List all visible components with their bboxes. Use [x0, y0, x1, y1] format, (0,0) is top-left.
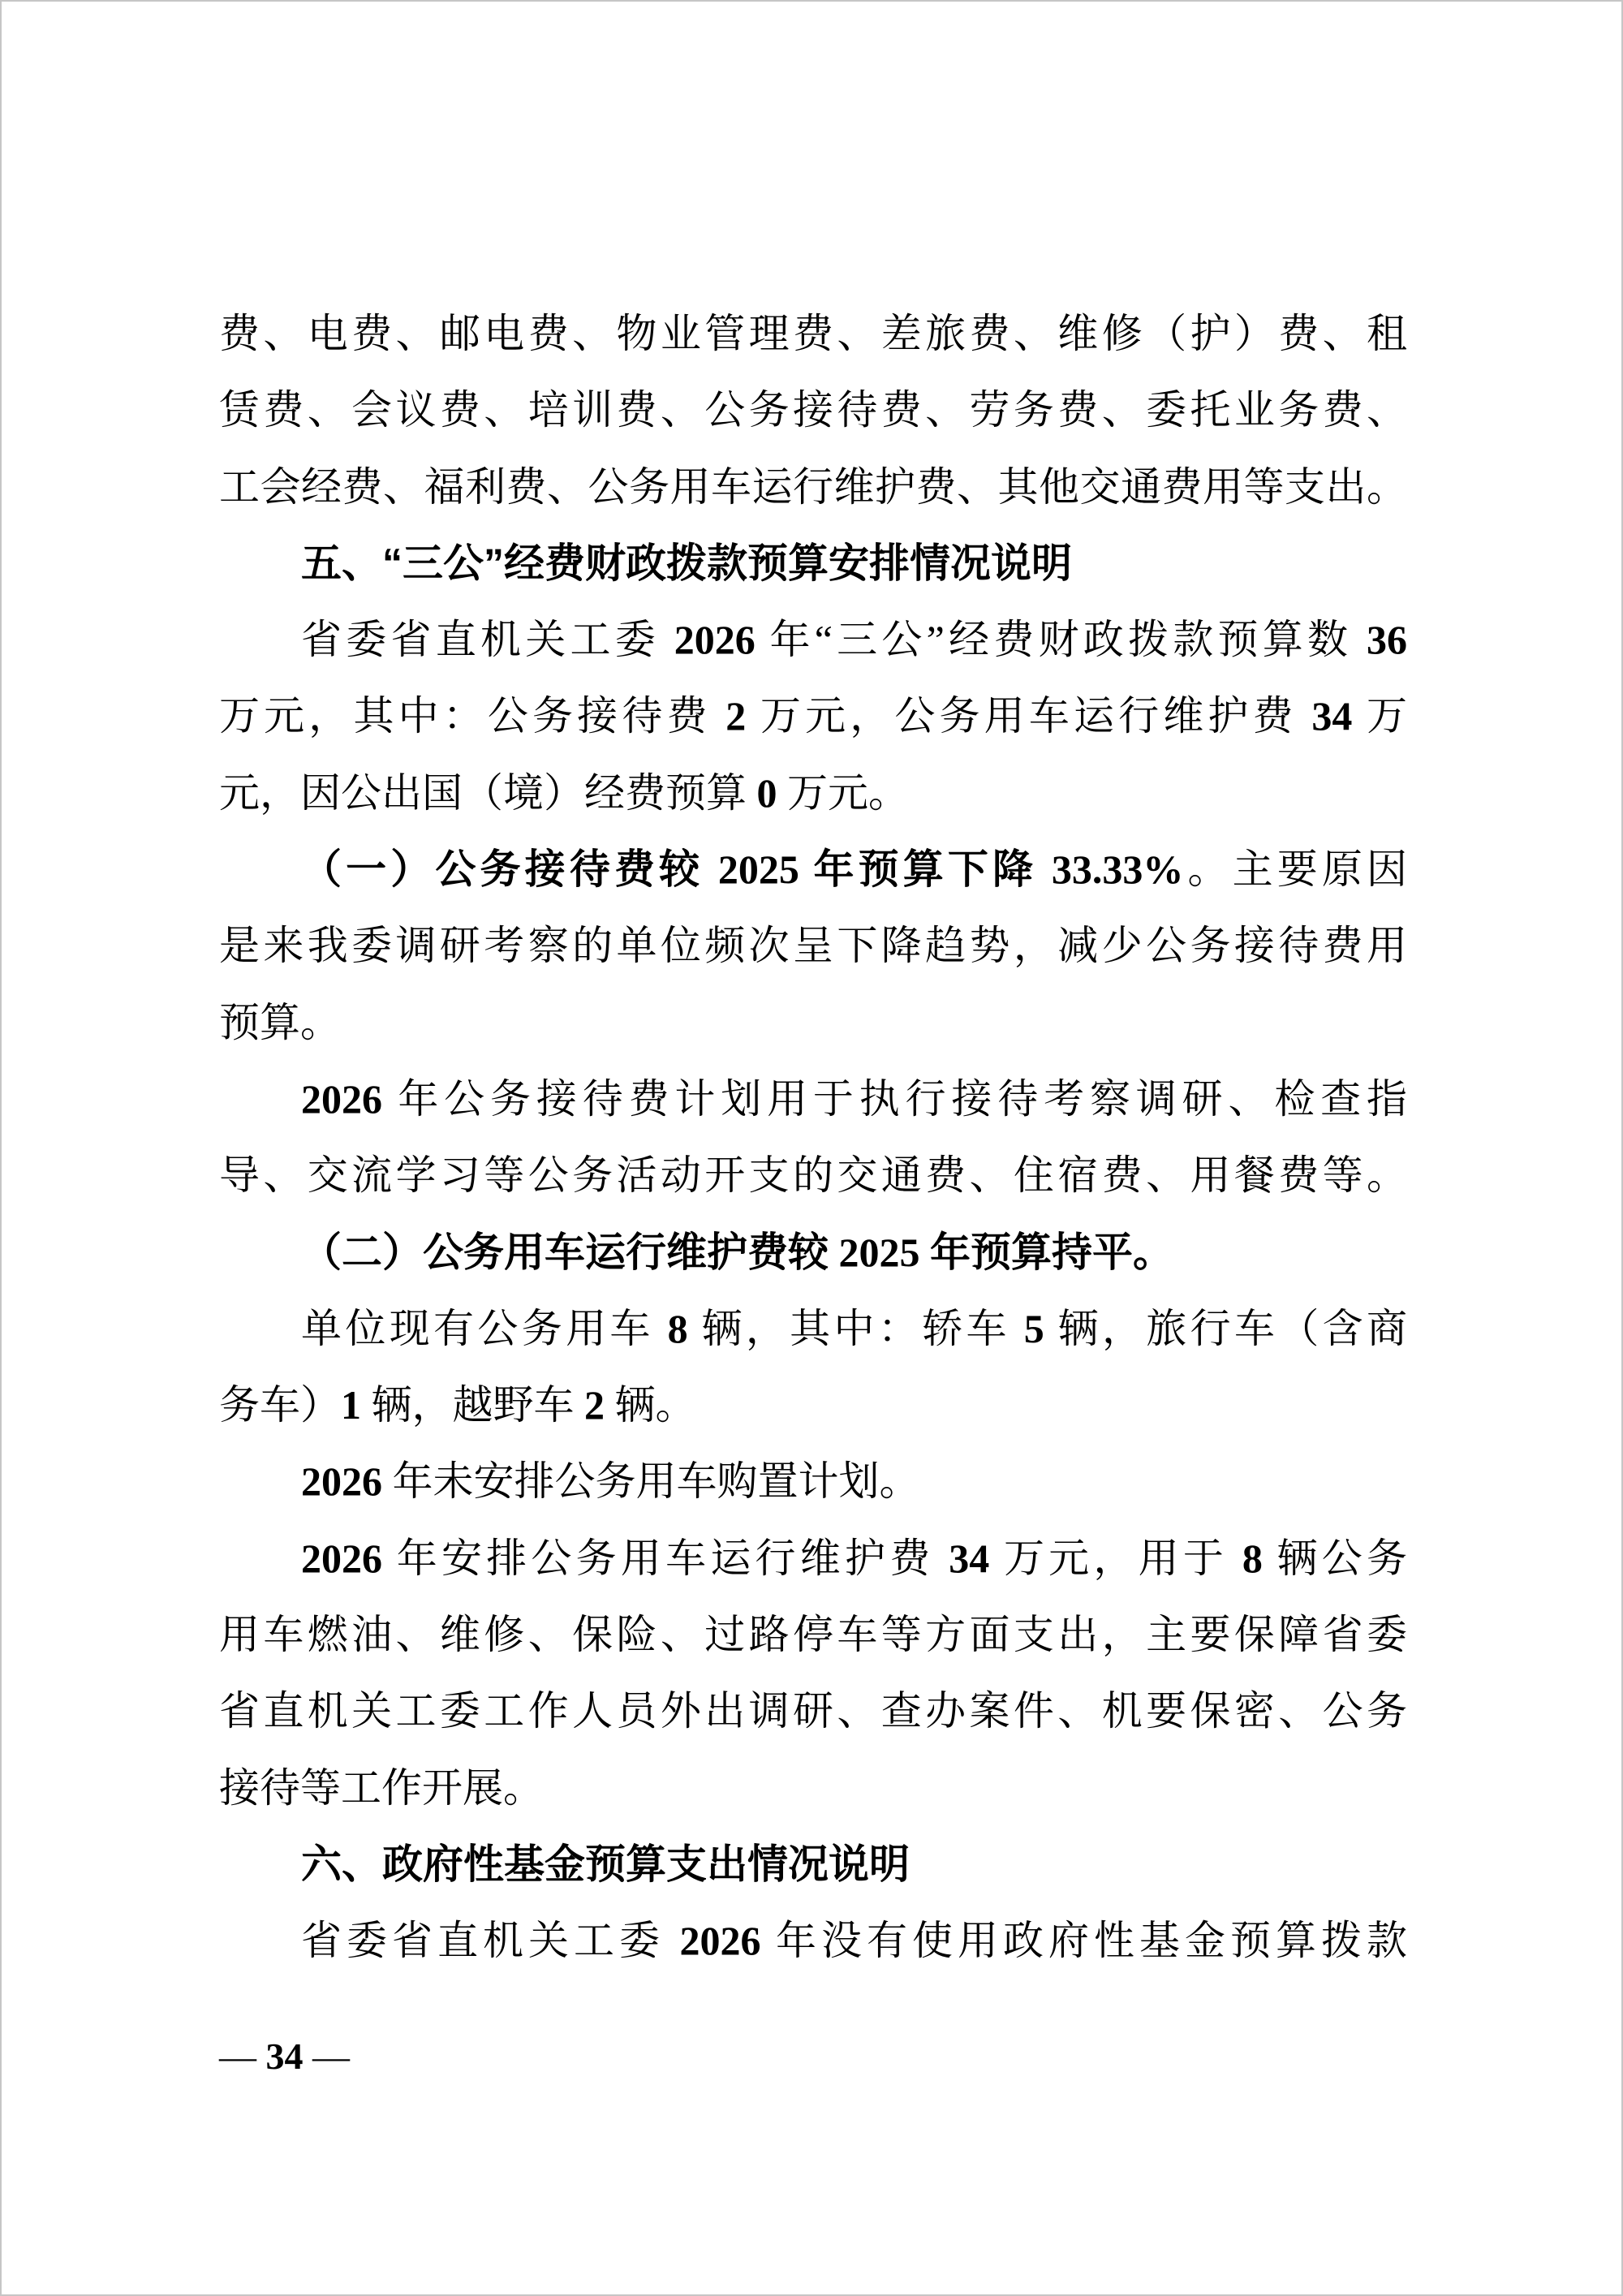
body-line	[219, 678, 1407, 754]
body-line	[219, 1290, 1407, 1367]
body-line	[219, 295, 1407, 372]
text-run: 赁费、会议费、培训费、公务接待费、劳务费、委托业务费、	[219, 387, 1407, 433]
body-line	[219, 1673, 1407, 1749]
text-run: 1	[341, 1382, 361, 1428]
text-run: 辆，旅行车（含商	[1044, 1305, 1408, 1351]
text-run: 2026	[301, 1075, 382, 1122]
body-line	[219, 1596, 1407, 1673]
text-run: 省委省直机关工委	[301, 617, 674, 663]
text-run: 8	[667, 1305, 688, 1351]
footer-dash-left: —	[219, 2035, 266, 2077]
text-run: 2026	[674, 617, 756, 663]
text-run: 元，因公出国（境）经费预算	[219, 769, 757, 816]
text-run: 接待等工作开展。	[219, 1764, 544, 1811]
section-heading	[219, 525, 1407, 601]
text-run: 辆公务	[1262, 1535, 1408, 1581]
body-line	[219, 984, 1407, 1061]
text-run: 辆。	[605, 1382, 696, 1428]
text-run: 是来我委调研考察的单位频次呈下降趋势，减少公务接待费用	[219, 923, 1407, 969]
text-run: 万元，公务用车运行维护费	[746, 693, 1312, 739]
document-body	[219, 295, 1407, 1979]
text-run: 费、电费、邮电费、物业管理费、差旅费、维修（护）费、租	[219, 311, 1407, 356]
text-run: 0	[756, 769, 777, 816]
text-run: 省委省直机关工委	[301, 1918, 680, 1964]
page-footer	[219, 2018, 350, 2095]
body-line	[219, 1902, 1407, 1979]
text-run: 2026	[301, 1458, 382, 1505]
page-number: 34	[265, 2035, 304, 2077]
text-run: 万元。	[777, 769, 909, 816]
text-run: 辆，越野车	[361, 1382, 584, 1428]
text-run: 导、交流学习等公务活动开支的交通费、住宿费、用餐费等。	[219, 1152, 1407, 1199]
text-run: 辆，其中：轿车	[687, 1305, 1024, 1351]
body-line	[219, 907, 1407, 984]
body-line	[219, 1061, 1407, 1137]
text-run: 五、“三公”经费财政拨款预算安排情况说明	[301, 540, 1072, 586]
text-run: 36	[1367, 617, 1407, 663]
text-run: 工会经费、福利费、公务用车运行维护费、其他交通费用等支出。	[219, 463, 1407, 510]
body-line	[219, 1137, 1407, 1213]
text-run: 34	[949, 1535, 990, 1581]
text-run: 年没有使用政府性基金预算拨款	[760, 1918, 1407, 1964]
text-run: 省直机关工委工作人员外出调研、查办案件、机要保密、公务	[219, 1688, 1407, 1734]
text-run: 2026	[301, 1535, 382, 1581]
text-run: 2	[584, 1382, 605, 1428]
text-run: 用车燃油、维修、保险、过路停车等方面支出，主要保障省委	[219, 1612, 1407, 1658]
body-line	[219, 449, 1407, 525]
body-line	[219, 372, 1407, 448]
text-run: 34	[1311, 693, 1353, 739]
text-run: 。主要原因	[1183, 846, 1408, 893]
body-line	[219, 1367, 1407, 1443]
footer-dash-right: —	[303, 2035, 350, 2077]
body-line	[219, 1214, 1407, 1290]
text-run: （一）公务接待费较 2025 年预算下降 33.33%	[301, 846, 1184, 893]
text-run: 8	[1242, 1535, 1263, 1581]
text-run: 单位现有公务用车	[301, 1305, 668, 1351]
text-run: 万元，用于	[989, 1535, 1242, 1581]
body-line	[219, 831, 1407, 907]
body-line	[219, 755, 1407, 831]
text-run: 5	[1023, 1305, 1044, 1351]
text-run: （二）公务用车运行维护费较 2025 年预算持平。	[301, 1229, 1173, 1275]
text-run: 年“三公”经费财政拨款预算数	[755, 617, 1367, 663]
text-run: 万元，其中：公务接待费	[219, 693, 726, 739]
text-run: 年公务接待费计划用于执行接待考察调研、检查指	[382, 1075, 1407, 1122]
body-line	[219, 1750, 1407, 1826]
text-run: 六、政府性基金预算支出情况说明	[301, 1841, 910, 1887]
body-line	[219, 1443, 1407, 1519]
text-run: 2026	[679, 1918, 761, 1964]
text-run: 万	[1352, 693, 1408, 739]
text-run: 预算。	[219, 999, 341, 1045]
body-line	[219, 1520, 1407, 1596]
text-run: 务车）	[219, 1382, 341, 1428]
text-run: 2	[725, 693, 747, 739]
text-run: 年未安排公务用车购置计划。	[382, 1458, 920, 1505]
section-heading	[219, 1826, 1407, 1902]
body-line	[219, 601, 1407, 678]
text-run: 年安排公务用车运行维护费	[382, 1535, 949, 1581]
